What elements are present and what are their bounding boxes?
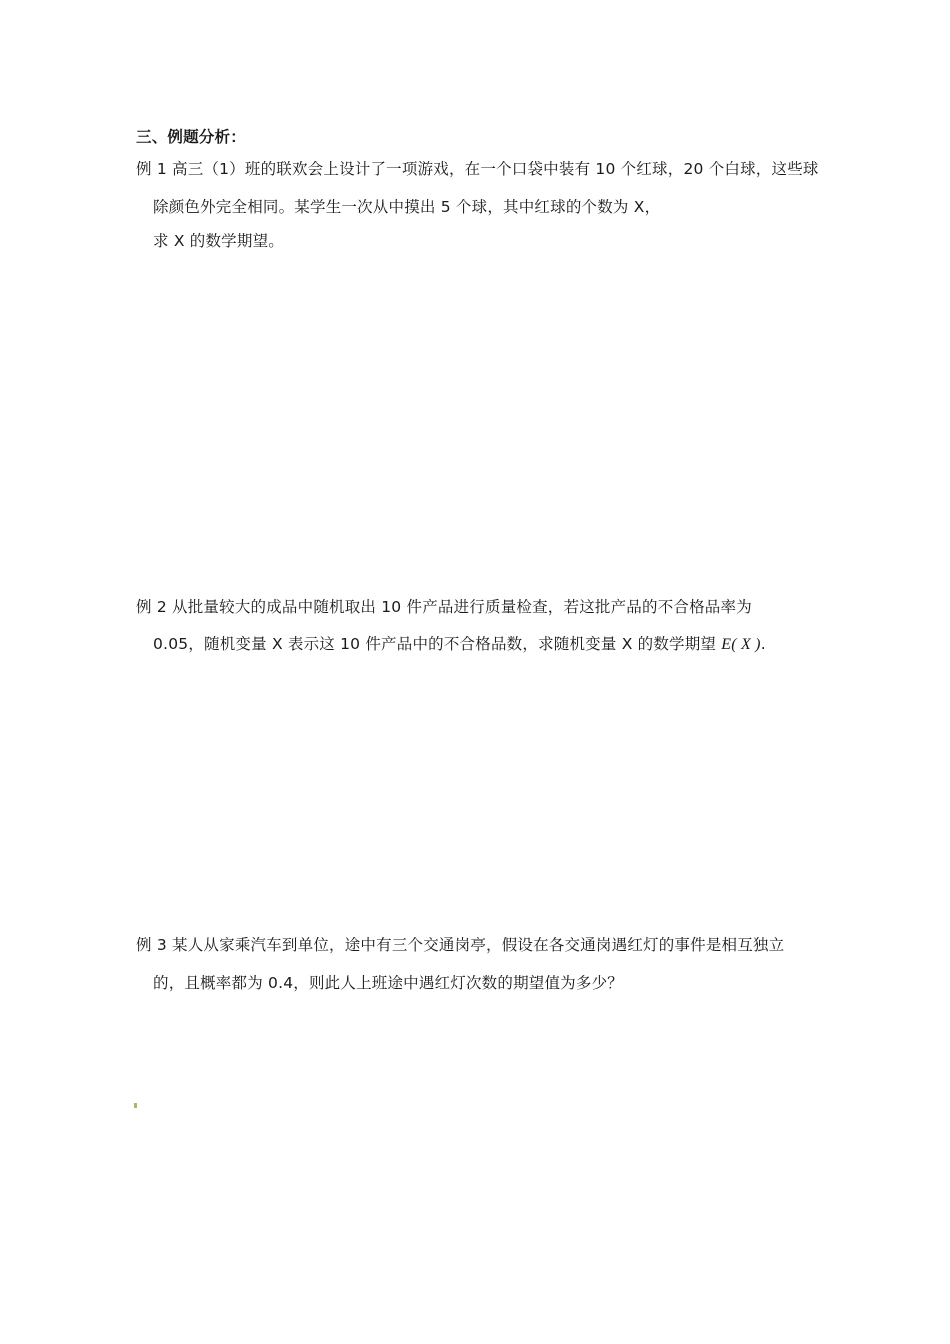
- example-3-line-2: 的，且概率都为 0.4，则此人上班途中遇红灯次数的期望值为多少？: [153, 974, 623, 992]
- example-2-line-2: [153, 634, 766, 655]
- example-1-line-2: 除颜色外完全相同。某学生一次从中摸出 5 个球，其中红球的个数为 X，: [153, 198, 661, 216]
- expectation-formula: E( X ): [721, 636, 761, 653]
- example-1-line-3: 求 X 的数学期望。: [153, 232, 284, 250]
- example-2-line-1: 例 2 从批量较大的成品中随机取出 10 件产品进行质量检查，若这批产品的不合格品率为: [136, 598, 752, 616]
- example-3-line-1: 例 3 某人从家乘汽车到单位，途中有三个交通岗亭，假设在各交通岗遇红灯的事件是相互独立: [136, 936, 785, 954]
- example-1-line-1: 例 1 高三（1）班的联欢会上设计了一项游戏，在一个口袋中装有 10 个红球，20 个白球，这些球: [136, 160, 819, 178]
- example-2-line-2-end: .: [760, 635, 766, 653]
- margin-mark: [134, 1103, 137, 1108]
- section-heading: 三、例题分析：: [136, 128, 246, 146]
- example-2-line-2-text: 0.05，随机变量 X 表示这 10 件产品中的不合格品数，求随机变量 X 的数学期望: [153, 635, 717, 653]
